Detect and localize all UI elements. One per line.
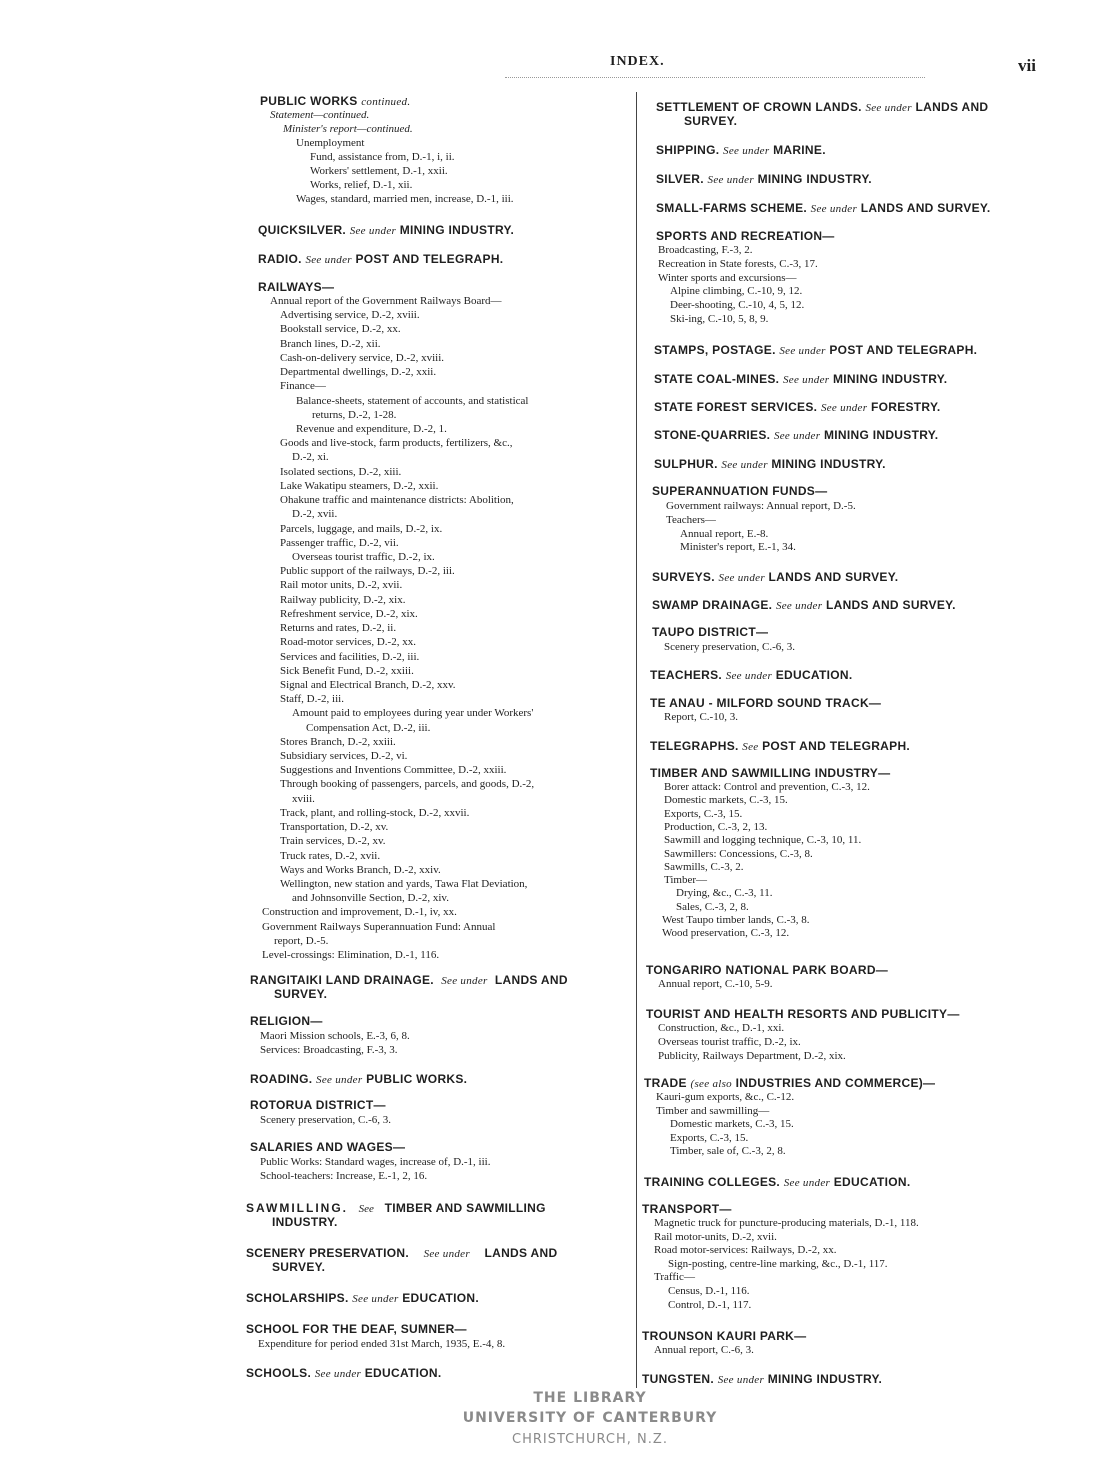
sub-entry: Magnetic truck for puncture-producing materials, D.-1, 118. xyxy=(654,1217,919,1229)
sub-entry: Traffic— xyxy=(654,1271,695,1284)
entry-continuation: SURVEY. xyxy=(272,1260,326,1274)
sub-entry: Lake Wakatipu steamers, D.-2, xxii. xyxy=(280,479,439,492)
entry-public-works: PUBLIC WORKS continued. xyxy=(260,94,411,108)
sub-entry: Returns and rates, D.-2, ii. xyxy=(280,622,397,635)
sub-entry: West Taupo timber lands, C.-3, 8. xyxy=(662,914,810,926)
sub-entry: Borer attack: Control and prevention, C.-3, 12. xyxy=(664,781,870,793)
sub-entry: Domestic markets, C.-3, 15. xyxy=(670,1118,794,1131)
sub-entry: Works, relief, D.-1, xii. xyxy=(310,179,413,191)
sub-entry: Level-crossings: Elimination, D.-1, 116. xyxy=(262,949,440,962)
entry-continuation: INDUSTRY. xyxy=(272,1215,338,1229)
sub-entry: Scenery preservation, C.-6, 3. xyxy=(260,1114,392,1126)
page-number: vii xyxy=(1018,56,1036,75)
sub-entry: Bookstall service, D.-2, xx. xyxy=(280,323,401,336)
sub-entry: Census, D.-1, 116. xyxy=(668,1285,750,1297)
sub-entry: Sign-posting, centre-line marking, &c., D.-1, 117. xyxy=(668,1257,888,1270)
sub-entry: Refreshment service, D.-2, xix. xyxy=(280,607,418,620)
entry-swamp-drainage: SWAMP DRAINAGE. See under LANDS AND SURVEY. xyxy=(652,598,956,612)
sub-entry: Ohakune traffic and maintenance districts: Abolition, xyxy=(280,494,514,507)
sub-entry: Broadcasting, F.-3, 2. xyxy=(658,244,753,256)
sub-entry: Rail motor units, D.-2, xvii. xyxy=(280,579,403,592)
entry-superannuation: SUPERANNUATION FUNDS— xyxy=(652,484,828,498)
entry-continuation: SURVEY. xyxy=(274,987,328,1001)
sub-entry: Scenery preservation, C.-6, 3. xyxy=(664,641,796,653)
sub-entry: Control, D.-1, 117. xyxy=(668,1298,752,1311)
sub-entry: returns, D.-2, 1-28. xyxy=(312,408,397,421)
sub-entry: Ways and Works Branch, D.-2, xxiv. xyxy=(280,863,441,876)
sub-entry: Subsidiary services, D.-2, vi. xyxy=(280,750,408,763)
entry-stone-quarries: STONE-QUARRIES. See under MINING INDUSTRY. xyxy=(654,428,939,442)
sub-entry: Workers' settlement, D.-1, xxii. xyxy=(310,165,448,177)
sub-entry: Expenditure for period ended 31st March, 1935, E.-4, 8. xyxy=(258,1338,506,1350)
sub-entry: Branch lines, D.-2, xii. xyxy=(280,337,381,350)
sub-entry: Construction and improvement, D.-1, iv, xx. xyxy=(262,906,457,919)
stamp-line: UNIVERSITY OF CANTERBURY xyxy=(462,1410,718,1426)
sub-entry: Finance— xyxy=(280,380,326,393)
entry-tongariro: TONGARIRO NATIONAL PARK BOARD— xyxy=(646,963,889,977)
sub-entry: Staff, D.-2, iii. xyxy=(280,693,344,706)
sub-entry: Domestic markets, C.-3, 15. xyxy=(664,794,788,807)
entry-stamps: STAMPS, POSTAGE. See under POST AND TELEGRAPH. xyxy=(654,343,978,357)
entry-salaries: SALARIES AND WAGES— xyxy=(250,1140,406,1154)
sub-entry: Departmental dwellings, D.-2, xxii. xyxy=(280,366,437,379)
entry-rangitaiki: RANGITAIKI LAND DRAINAGE. See under LANDS AND xyxy=(250,973,568,987)
sub-entry: and Johnsonville Section, D.-2, xiv. xyxy=(292,892,449,905)
sub-entry: Annual report, C.-6, 3. xyxy=(654,1344,754,1356)
entry-rotorua: ROTORUA DISTRICT— xyxy=(250,1098,386,1112)
sub-entry: Suggestions and Inventions Committee, D.-2, xxiii. xyxy=(280,764,507,777)
sub-entry: Publicity, Railways Department, D.-2, xix. xyxy=(658,1049,846,1062)
sub-entry: Government railways: Annual report, D.-5. xyxy=(666,500,856,512)
entry-religion: RELIGION— xyxy=(250,1014,323,1028)
sub-entry: Exports, C.-3, 15. xyxy=(664,807,743,820)
entry-small-farms: SMALL-FARMS SCHEME. See under LANDS AND SURVEY. xyxy=(656,201,991,215)
sub-entry: Timber— xyxy=(664,874,707,887)
sub-entry: Exports, C.-3, 15. xyxy=(670,1131,749,1144)
entry-tungsten: TUNGSTEN. See under MINING INDUSTRY. xyxy=(642,1372,883,1386)
entry-trade: TRADE (see also INDUSTRIES AND COMMERCE)— xyxy=(644,1076,936,1090)
sub-entry: Stores Branch, D.-2, xxiii. xyxy=(280,735,396,748)
entry-trounson: TROUNSON KAURI PARK— xyxy=(642,1329,807,1343)
entry-state-coal-mines: STATE COAL-MINES. See under MINING INDUSTRY. xyxy=(654,372,948,386)
sub-entry: Rail motor-units, D.-2, xvii. xyxy=(654,1230,777,1243)
entry-taupo: TAUPO DISTRICT— xyxy=(652,625,769,639)
sub-entry: Deer-shooting, C.-10, 4, 5, 12. xyxy=(670,299,805,312)
header-rule xyxy=(505,77,925,78)
sub-entry: Track, plant, and rolling-stock, D.-2, xxvii. xyxy=(280,806,470,819)
entry-sports: SPORTS AND RECREATION— xyxy=(656,229,835,243)
sub-entry: Public Works: Standard wages, increase of, D.-1, iii. xyxy=(260,1156,491,1168)
sub-entry: Ski-ing, C.-10, 5, 8, 9. xyxy=(670,313,769,325)
entry-shipping: SHIPPING. See under MARINE. xyxy=(656,143,826,157)
sub-entry: Timber, sale of, C.-3, 2, 8. xyxy=(670,1145,786,1158)
entry-te-anau: TE ANAU - MILFORD SOUND TRACK— xyxy=(650,696,882,710)
entry-training-colleges: TRAINING COLLEGES. See under EDUCATION. xyxy=(644,1175,911,1189)
sub-entry: Overseas tourist traffic, D.-2, ix. xyxy=(658,1035,801,1048)
sub-entry: Truck rates, D.-2, xvii. xyxy=(280,849,381,862)
sub-entry: Isolated sections, D.-2, xiii. xyxy=(280,465,402,478)
sub-entry: Railway publicity, D.-2, xix. xyxy=(280,593,406,606)
sub-entry: Recreation in State forests, C.-3, 17. xyxy=(658,257,818,270)
sub-entry: Annual report of the Government Railways Board— xyxy=(270,295,502,307)
entry-sulphur: SULPHUR. See under MINING INDUSTRY. xyxy=(654,457,886,471)
sub-entry: Minister's report—continued. xyxy=(283,123,413,135)
sub-entry: Annual report, C.-10, 5-9. xyxy=(658,978,773,990)
sub-entry: Advertising service, D.-2, xviii. xyxy=(280,309,420,322)
sub-entry: Minister's report, E.-1, 34. xyxy=(680,541,796,554)
sub-entry: Road motor-services: Railways, D.-2, xx. xyxy=(654,1244,837,1257)
sub-entry: Teachers— xyxy=(666,513,716,526)
sub-entry: Overseas tourist traffic, D.-2, ix. xyxy=(292,550,435,563)
stamp-line: CHRISTCHURCH, N.Z. xyxy=(512,1432,668,1447)
entry-telegraphs: TELEGRAPHS. See POST AND TELEGRAPH. xyxy=(650,739,911,753)
entry-radio: RADIO. See under POST AND TELEGRAPH. xyxy=(258,252,504,266)
sub-entry: Drying, &c., C.-3, 11. xyxy=(676,887,773,900)
sub-entry: Balance-sheets, statement of accounts, and statistical xyxy=(296,394,529,407)
sub-entry: Unemployment xyxy=(296,137,365,149)
entry-roading: ROADING. See under PUBLIC WORKS. xyxy=(250,1072,468,1086)
entry-settlement: SETTLEMENT OF CROWN LANDS. See under LANDS AND xyxy=(656,100,989,114)
sub-entry: Services and facilities, D.-2, iii. xyxy=(280,650,420,663)
sub-entry: Cash-on-delivery service, D.-2, xviii. xyxy=(280,351,445,364)
sub-entry: Parcels, luggage, and mails, D.-2, ix. xyxy=(280,522,443,535)
entry-scenery: SCENERY PRESERVATION. See under LANDS AND xyxy=(246,1246,558,1260)
entry-transport: TRANSPORT— xyxy=(642,1202,732,1216)
column-divider xyxy=(636,92,637,1388)
sub-entry: report, D.-5. xyxy=(274,934,329,947)
sub-entry: Government Railways Superannuation Fund: Annual xyxy=(262,920,496,933)
sub-entry: Passenger traffic, D.-2, vii. xyxy=(280,536,399,549)
sub-entry: Statement—continued. xyxy=(270,109,370,121)
entry-silver: SILVER. See under MINING INDUSTRY. xyxy=(656,172,872,186)
sub-entry: Sawmill and logging technique, C.-3, 10, 11. xyxy=(664,834,862,847)
sub-entry: Wood preservation, C.-3, 12. xyxy=(662,927,790,940)
sub-entry: Amount paid to employees during year under Workers' xyxy=(292,707,534,720)
sub-entry: Fund, assistance from, D.-1, i, ii. xyxy=(310,151,455,163)
entry-railways: RAILWAYS— xyxy=(258,280,335,294)
sub-entry: D.-2, xi. xyxy=(292,451,329,464)
page-title: INDEX. xyxy=(610,54,665,69)
sub-entry: Signal and Electrical Branch, D.-2, xxv. xyxy=(280,678,456,691)
sub-entry: Production, C.-3, 2, 13. xyxy=(664,820,768,833)
sub-entry: D.-2, xvii. xyxy=(292,508,338,521)
sub-entry: Report, C.-10, 3. xyxy=(664,711,738,723)
sub-entry: Alpine climbing, C.-10, 9, 12. xyxy=(670,285,803,298)
entry-teachers: TEACHERS. See under EDUCATION. xyxy=(650,668,853,682)
sub-entry: Maori Mission schools, E.-3, 6, 8. xyxy=(260,1030,410,1042)
sub-entry: Sawmills, C.-3, 2. xyxy=(664,860,744,873)
entry-sawmilling: SAWMILLING. See TIMBER AND SAWMILLING xyxy=(246,1201,546,1215)
sub-entry: Transportation, D.-2, xv. xyxy=(280,821,389,834)
sub-entry: Sawmillers: Concessions, C.-3, 8. xyxy=(664,847,813,860)
sub-entry: Revenue and expenditure, D.-2, 1. xyxy=(296,422,447,435)
sub-entry: xviii. xyxy=(292,792,315,805)
sub-entry: Public support of the railways, D.-2, iii. xyxy=(280,565,455,578)
sub-entry: School-teachers: Increase, E.-1, 2, 16. xyxy=(260,1170,428,1182)
entry-school-for-the-deaf: SCHOOL FOR THE DEAF, SUMNER— xyxy=(246,1322,467,1336)
entry-state-forest: STATE FOREST SERVICES. See under FORESTRY. xyxy=(654,400,941,414)
sub-entry: Annual report, E.-8. xyxy=(680,527,769,540)
sub-entry: Kauri-gum exports, &c., C.-12. xyxy=(656,1091,795,1103)
sub-entry: Construction, &c., D.-1, xxi. xyxy=(658,1022,785,1034)
sub-entry: Sales, C.-3, 2, 8. xyxy=(676,900,749,913)
sub-entry: Wages, standard, married men, increase, D.-1, iii. xyxy=(296,193,514,205)
sub-entry: Through booking of passengers, parcels, and goods, D.-2, xyxy=(280,778,535,791)
stamp-line: THE LIBRARY xyxy=(533,1390,647,1406)
entry-tourist: TOURIST AND HEALTH RESORTS AND PUBLICITY— xyxy=(646,1007,960,1021)
sub-entry: Train services, D.-2, xv. xyxy=(280,835,386,848)
entry-schools: SCHOOLS. See under EDUCATION. xyxy=(246,1366,442,1380)
sub-entry: Timber and sawmilling— xyxy=(656,1104,770,1117)
entry-timber: TIMBER AND SAWMILLING INDUSTRY— xyxy=(650,766,891,780)
entry-scholarships: SCHOLARSHIPS. See under EDUCATION. xyxy=(246,1291,480,1305)
sub-entry: Goods and live-stock, farm products, fertilizers, &c., xyxy=(280,437,513,450)
entry-continuation: SURVEY. xyxy=(684,114,738,128)
sub-entry: Winter sports and excursions— xyxy=(658,271,797,284)
sub-entry: Road-motor services, D.-2, xx. xyxy=(280,636,416,649)
entry-surveys: SURVEYS. See under LANDS AND SURVEY. xyxy=(652,570,899,584)
sub-entry: Sick Benefit Fund, D.-2, xxiii. xyxy=(280,664,414,677)
entry-quicksilver: QUICKSILVER. See under MINING INDUSTRY. xyxy=(258,223,515,237)
sub-entry: Compensation Act, D.-2, iii. xyxy=(306,721,431,734)
sub-entry: Wellington, new station and yards, Tawa Flat Deviation, xyxy=(280,878,528,891)
sub-entry: Services: Broadcasting, F.-3, 3. xyxy=(260,1044,398,1056)
